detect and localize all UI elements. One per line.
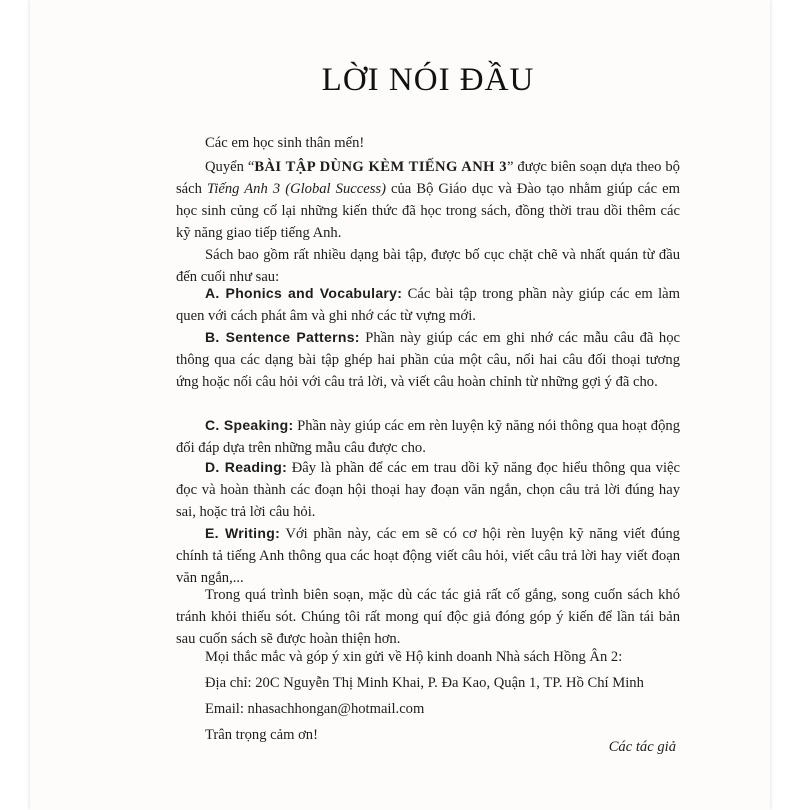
section-d-text: Đây là phần để các em trau dồi kỹ năng đọc hiểu thông qua việc đọc và hoàn thành các đoạn hội thoại hay đoạn văn ngắn, chọn câu trả lời đúng hay sai, hoặc trả lời câu hỏi. bbox=[176, 460, 680, 520]
section-d-label: D. Reading: bbox=[205, 459, 288, 475]
section-c-text: Phần này giúp các em rèn luyện kỹ năng nói thông qua hoạt động đối đáp dựa trên những mẫu câu được cho. bbox=[176, 418, 680, 456]
signature: Các tác giả bbox=[608, 739, 676, 755]
greeting: Các em học sinh thân mến! bbox=[205, 135, 365, 151]
section-c bbox=[176, 414, 680, 459]
intro-post: của Bộ Giáo dục và Đào tạo nhằm giúp các em học sinh củng cố lại những kiến thức đã học trong sách, đồng thời trau dồi thêm các kỹ năng giao tiếp tiếng Anh. bbox=[176, 181, 680, 241]
intro-paragraph bbox=[176, 156, 680, 244]
section-c-label: C. Speaking: bbox=[205, 417, 294, 433]
section-e-text: Với phần này, các em sẽ có cơ hội rèn luyện kỹ năng viết đúng chính tả tiếng Anh thông qua các hoạt động viết câu hỏi, viết câu trả lời hay viết đoạn văn ngắn,... bbox=[176, 526, 680, 586]
book-page bbox=[30, 0, 770, 810]
section-a bbox=[176, 282, 680, 327]
book-title: BÀI TẬP DÙNG KÈM TIẾNG ANH 3 bbox=[254, 159, 507, 175]
section-a-text: Các bài tập trong phần này giúp các em làm quen với cách phát âm và ghi nhớ các từ vựng mới. bbox=[176, 286, 680, 324]
structure-intro: Sách bao gồm rất nhiều dạng bài tập, được bố cục chặt chẽ và nhất quán từ đầu đến cuối như sau: bbox=[176, 247, 680, 285]
section-b-label: B. Sentence Patterns: bbox=[205, 329, 360, 345]
section-e-label: E. Writing: bbox=[205, 525, 281, 541]
section-d bbox=[176, 456, 680, 523]
section-b-text: Phần này giúp các em ghi nhớ các mẫu câu đã học thông qua các dạng bài tập ghép hai phần của một câu, nối hai câu đối thoại tương ứng hoặc nối câu hỏi với câu trả lời, và viết câu hoàn chỉnh từ những gợi ý đã cho. bbox=[176, 330, 680, 390]
series-name: Tiếng Anh 3 (Global Success) bbox=[207, 181, 386, 197]
thanks: Trân trọng cảm ơn! bbox=[205, 727, 318, 743]
contact-intro: Mọi thắc mắc và góp ý xin gửi về Hộ kinh doanh Nhà sách Hồng Ân 2: bbox=[205, 649, 623, 665]
section-e bbox=[176, 522, 680, 589]
section-b bbox=[176, 326, 680, 393]
email: Email: nhasachhongan@hotmail.com bbox=[205, 701, 425, 717]
closing-paragraph: Trong quá trình biên soạn, mặc dù các tác giả rất cố gắng, song cuốn sách khó tránh khỏi thiếu sót. Chúng tôi rất mong quí độc giả đóng góp ý kiến để lần tái bản sau cuốn sách sẽ được hoàn thiện hơn. bbox=[176, 587, 680, 647]
intro-pre: Quyển “ bbox=[205, 159, 255, 175]
page-title: LỜI NÓI ĐẦU bbox=[321, 62, 535, 98]
address: Địa chỉ: 20C Nguyễn Thị Minh Khai, P. Đa Kao, Quận 1, TP. Hồ Chí Minh bbox=[205, 675, 644, 691]
section-a-label: A. Phonics and Vocabulary: bbox=[205, 285, 403, 301]
intro-mid: ” được biên soạn dựa theo bộ sách bbox=[176, 159, 680, 197]
